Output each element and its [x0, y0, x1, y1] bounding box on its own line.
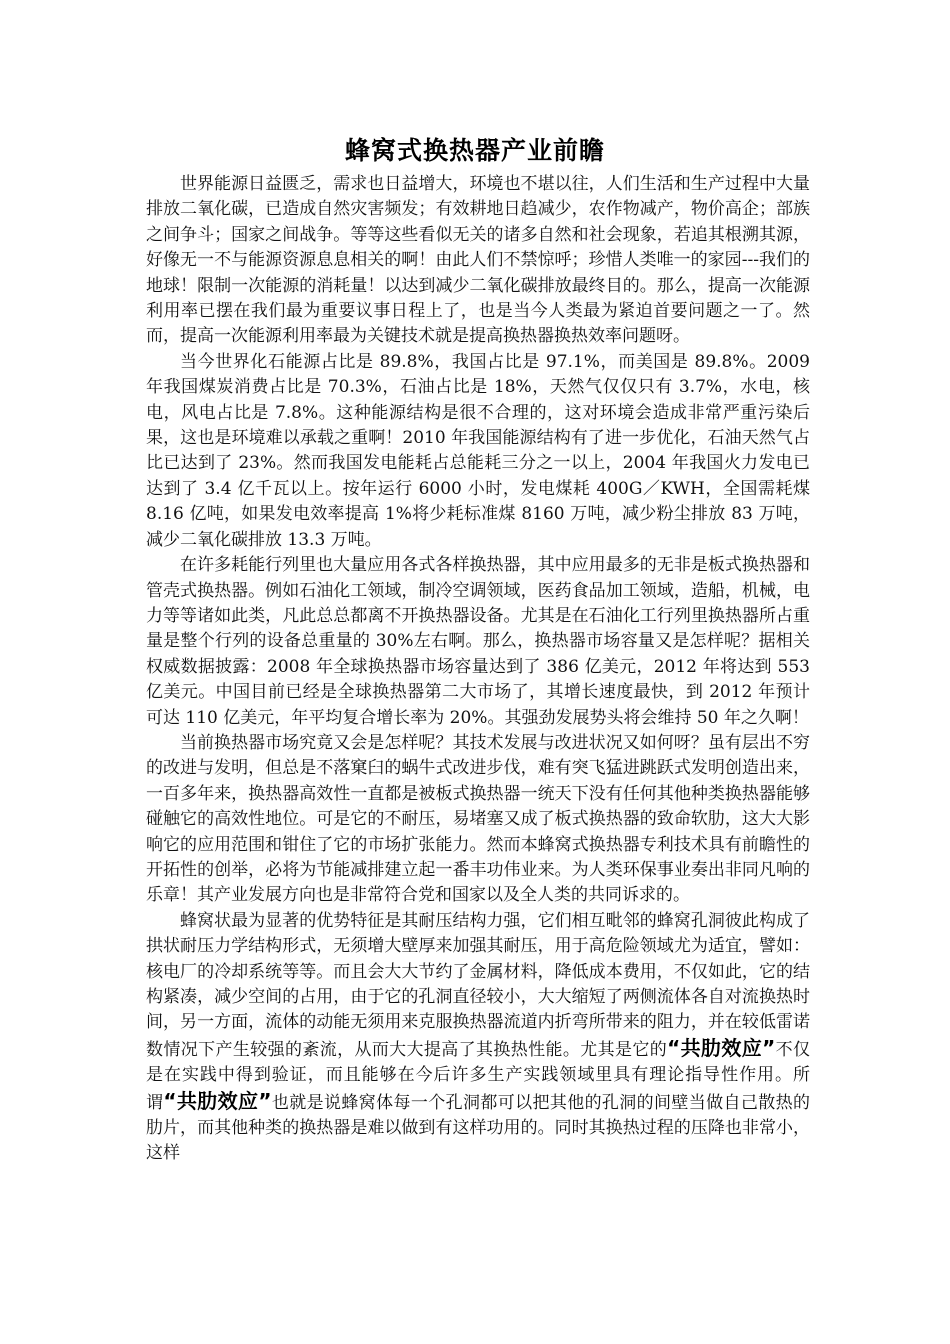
- document-body: [146, 172, 810, 1167]
- emphasized-term: “共肋效应”: [163, 1088, 272, 1113]
- document-title: 蜂窝式换热器产业前瞻: [344, 136, 605, 165]
- paragraph-text: 世界能源日益匮乏，需求也日益增大，环境也不堪以往，人们生活和生产过程中大量排放二氧化碳，已造成自然灾害频发；有效耕地日趋减少，农作物减产，物价高企；部族之间争斗；国家之间战争。等等这些看似无关的诸多自然和社会现象，若追其根溯其源，好像无一不与能源资源息息相关的啊！由此人们不禁惊呼；珍惜人类唯一的家园---我们的地球！限制一次能源的消耗量！以达到减少二氧化碳排放最终目的。那么，提高一次能源利用率已摆在我们最为重要议事日程上了，也是当今人类最为紧迫首要问题之一了。然而，提高一次能源利用率最为关键技术就是提高换热器换热效率问题呀。: [146, 174, 810, 347]
- emphasized-term: “共肋效应”: [667, 1035, 776, 1060]
- paragraph-text: 也就是说蜂窝体每一个孔洞都可以把其他的孔洞的间壁当做自己散热的肋片，而其他种类的换热器是难以做到有这样功用的。同时其换热过程的压降也非常小，这样: [146, 1092, 811, 1164]
- paragraph-4: [146, 731, 810, 909]
- paragraph-text: 在许多耗能行列里也大量应用各式各样换热器，其中应用最多的无非是板式换热器和管壳式换热器。例如石油化工领域，制冷空调领域，医药食品加工领域，造船，机械，电力等等诸如此类，凡此总总都离不开换热器设备。尤其是在石油化工行列里换热器所占重量是整个行列的设备总重量的 30%左右啊。那么，换热器市场容量又是怎样呢？据相关权威数据披露：2008 年全球换热器市场容量达到了 386 亿美元，2012 年将达到 553 亿美元。中国目前已经是全球换热器第二大市场了，其增长速度最快，到 2012 年预计可达 110 亿美元，年平均复合增长率为 20%。其强劲发展势头将会维持 50 年之久啊！: [146, 555, 810, 728]
- paragraph-text: 当今世界化石能源占比是 89.8%，我国占比是 97.1%，而美国是 89.8%。2009 年我国煤炭消费占比是 70.3%，石油占比是 18%，天然气仅仅只有 3.7%，水电，核电，风电占比是 7.8%。这种能源结构是很不合理的，这对环境会造成非常严重污染后果，这也是环境难以承载之重啊！2010 年我国能源结构有了进一步优化，石油天然气占比已达到了 23%。然而我国发电能耗占总能耗三分之一以上，2004 年我国火力发电已达到了 3.4 亿千瓦以上。按年运行 6000 小时，发电煤耗 400G／KWH，全国需耗煤 8.16 亿吨，如果发电效率提高 1%将少耗标准煤 8160 万吨，减少粉尘排放 83 万吨，减少二氧化碳排放 13.3 万吨。: [146, 351, 810, 550]
- paragraph-5: [146, 909, 810, 1167]
- paragraph-2: [146, 350, 810, 553]
- paragraph-1: [146, 172, 810, 350]
- paragraph-3: [146, 553, 810, 731]
- paragraph-text: 不仅是在实践中得到验证，而且能够在今后许多生产实践领域里具有理论指导性作用。所谓: [146, 1039, 811, 1113]
- paragraph-text: 蜂窝状最为显著的优势特征是其耐压结构力强，它们相互毗邻的蜂窝孔洞彼此构成了拱状耐压力学结构形式，无须增大壁厚来加强其耐压，用于高危险领域尤为适宜，譬如：核电厂的冷却系统等等。而且会大大节约了金属材料，降低成本费用，不仅如此，它的结构紧凑，减少空间的占用，由于它的孔洞直径较小，大大缩短了两侧流体各自对流换热时间，另一方面，流体的动能无须用来克服换热器流道内折弯所带来的阻力，并在较低雷诺数情况下产生较强的紊流，从而大大提高了其换热性能。尤其是它的: [146, 910, 810, 1060]
- paragraph-text: 当前换热器市场究竟又会是怎样呢？其技术发展与改进状况又如何呀？虽有层出不穷的改进与发明，但总是不落窠臼的蜗牛式改进步伐，难有突飞猛进跳跃式发明创造出来，一百多年来，换热器高效性一直都是被板式换热器一统天下没有任何其他种类换热器能够碰触它的高效性地位。可是它的不耐压，易堵塞又成了板式换热器的致命软肋，这大大影响它的应用范围和钳住了它的市场扩张能力。然而本蜂窝式换热器专利技术具有前瞻性的开拓性的创举，必将为节能减排建立起一番丰功伟业来。为人类环保事业奏出非同凡响的乐章！其产业发展方向也是非常符合党和国家以及全人类的共同诉求的。: [146, 732, 810, 906]
